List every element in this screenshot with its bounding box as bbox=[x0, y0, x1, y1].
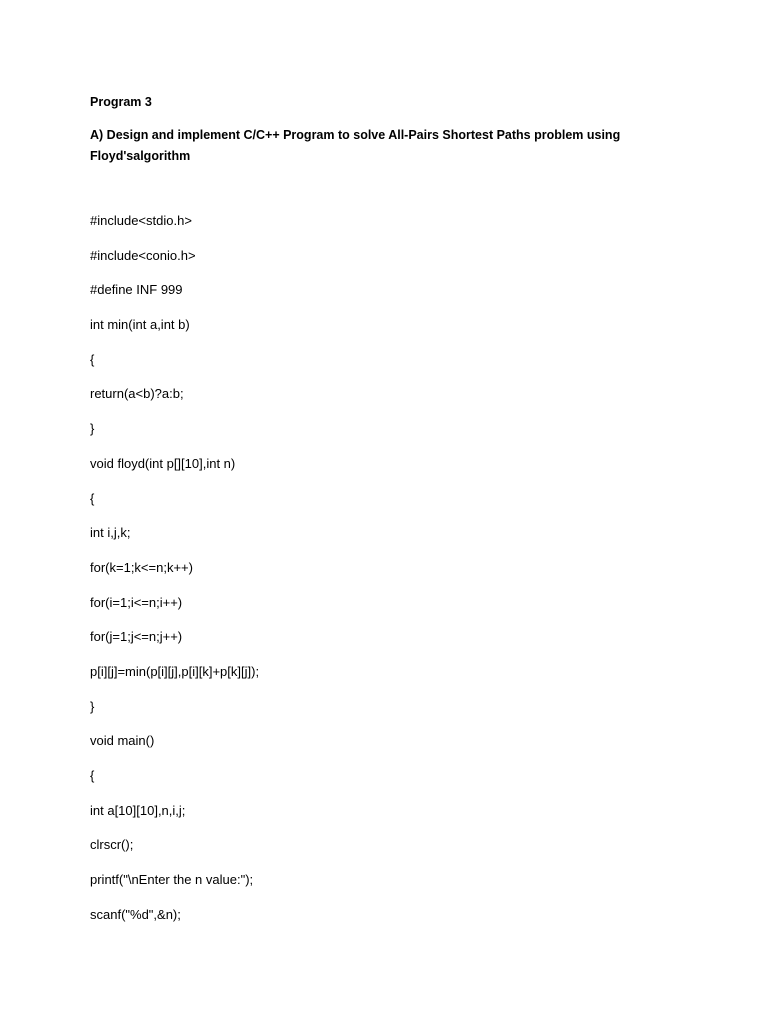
code-line: clrscr(); bbox=[90, 837, 134, 853]
code-line: } bbox=[90, 421, 95, 437]
code-line: printf("\nEnter the n value:"); bbox=[90, 872, 254, 888]
code-line: int a[10][10],n,i,j; bbox=[90, 802, 186, 818]
code-line: for(i=1;i<=n;i++) bbox=[90, 594, 183, 610]
code-line: void floyd(int p[][10],int n) bbox=[90, 455, 236, 471]
code-line: p[i][j]=min(p[i][j],p[i][k]+p[k][j]); bbox=[90, 663, 260, 679]
code-line: for(k=1;k<=n;k++) bbox=[90, 559, 193, 575]
program-label: Program 3 bbox=[90, 95, 152, 109]
program-title-line-1: A) Design and implement C/C++ Program to solve All-Pairs Shortest Paths problem using bbox=[90, 128, 621, 142]
code-line: scanf("%d",&n); bbox=[90, 906, 181, 922]
code-line: int min(int a,int b) bbox=[90, 317, 190, 333]
code-line: } bbox=[90, 698, 95, 714]
code-line: { bbox=[90, 351, 95, 367]
code-line: int i,j,k; bbox=[90, 525, 131, 541]
code-line: void main() bbox=[90, 733, 155, 749]
code-line: { bbox=[90, 768, 95, 783]
code-listing bbox=[90, 211, 259, 939]
code-line: { bbox=[90, 490, 95, 506]
code-line: #define INF 999 bbox=[90, 282, 183, 298]
program-title-line-2: Floyd'salgorithm bbox=[90, 149, 191, 163]
code-line: return(a<b)?a:b; bbox=[90, 386, 184, 402]
code-line: #include<stdio.h> bbox=[90, 213, 192, 228]
code-line: #include<conio.h> bbox=[90, 247, 196, 263]
code-line: for(j=1;j<=n;j++) bbox=[90, 629, 183, 645]
